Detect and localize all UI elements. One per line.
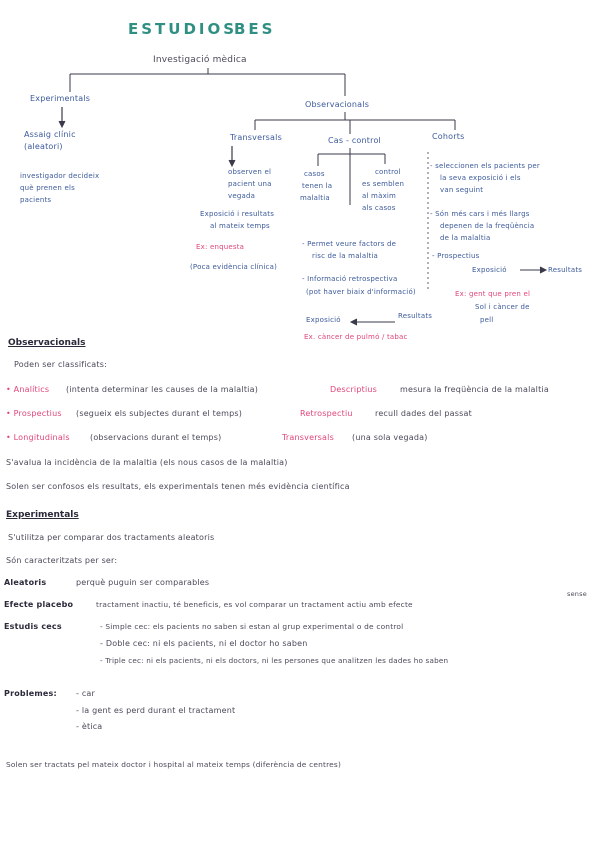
exp-line: - Doble cec: ni els pacients, ni el doctor ho saben	[100, 639, 308, 648]
coh-resultats: Resultats	[548, 266, 583, 274]
trans-note: observen el	[228, 168, 272, 176]
exp-line-sense: sense	[567, 590, 587, 598]
obs-term: • Longitudinals	[6, 433, 70, 442]
cas-casos: casos	[304, 170, 325, 178]
exp-note: investigador decideix	[20, 172, 100, 180]
obs-line: (observacions durant el temps)	[90, 433, 222, 442]
cas-casos: malaltia	[300, 194, 330, 202]
cas-casos: tenen la	[302, 182, 333, 190]
obs-line: (segueix els subjectes durant el temps)	[76, 409, 243, 418]
coh-note: - seleccionen els pacients per	[430, 162, 540, 170]
trans-evidence: (Poca evidència clínica)	[190, 263, 278, 271]
problemes-item: - ètica	[76, 722, 103, 731]
coh-example: Sol i càncer de	[475, 303, 530, 311]
coh-example: Ex: gent que pren el	[455, 290, 531, 298]
problemes-item: - la gent es perd durant el tractament	[76, 706, 236, 715]
coh-exposicio: Exposició	[472, 266, 507, 274]
obs-term: • Prospectius	[6, 409, 62, 418]
coh-note: la seva exposició i els	[440, 174, 521, 182]
coh-note: - Prospectius	[432, 252, 480, 260]
exp-term: Estudis cecs	[4, 622, 62, 631]
diagram-root: Investigació mèdica	[153, 55, 247, 65]
cas-exposicio: Exposició	[306, 316, 341, 324]
obs-line: (intenta determinar les causes de la malaltia)	[66, 385, 259, 394]
exp-line: Són caracteritzats per ser:	[6, 556, 118, 565]
cas-control: als casos	[362, 204, 396, 212]
cas-note: - Informació retrospectiva	[302, 275, 398, 283]
exp-note: pacients	[20, 196, 52, 204]
exp-term: Efecte placebo	[4, 600, 74, 609]
coh-example: pell	[480, 316, 494, 324]
trans-note: al mateix temps	[210, 222, 270, 230]
coh-note: - Són més cars i més llargs	[430, 210, 530, 218]
problemes-heading: Problemes:	[4, 689, 57, 698]
coh-note: depenen de la freqüència	[440, 222, 535, 230]
exp-line: - Simple cec: els pacients no saben si estan al grup experimental o de control	[100, 622, 404, 631]
obs-line: Poden ser classificats:	[14, 360, 107, 369]
obs-cohorts: Cohorts	[432, 132, 465, 141]
obs-term: Retrospectiu	[300, 409, 353, 418]
cas-note: (pot haver biaix d'informació)	[306, 288, 416, 296]
coh-note: de la malaltia	[440, 234, 491, 242]
branch-observacionals: Observacionals	[305, 100, 370, 109]
trans-note: vegada	[228, 192, 256, 200]
exp-term: Aleatoris	[4, 578, 47, 587]
section-heading-observacionals: Observacionals	[8, 338, 86, 348]
final-line: Solen ser tractats pel mateix doctor i hospital al mateix temps (diferència de centres)	[6, 760, 342, 769]
obs-line: recull dades del passat	[375, 409, 472, 418]
cas-note: risc de la malaltia	[312, 252, 379, 260]
obs-line: mesura la freqüència de la malaltia	[400, 385, 549, 394]
assaig-clinic: Assaig clínic	[24, 130, 76, 139]
cas-note: - Permet veure factors de	[302, 240, 397, 248]
obs-line: S'avalua la incidència de la malaltia (els nous casos de la malaltia)	[6, 458, 288, 467]
obs-line: (una sola vegada)	[352, 433, 428, 442]
problemes-item: - car	[76, 689, 96, 698]
cas-control: control	[375, 168, 401, 176]
branch-experimentals: Experimentals	[30, 94, 91, 103]
assaig-clinic-sub: (aleatori)	[24, 142, 63, 151]
exp-line: - Triple cec: ni els pacients, ni els doctors, ni les persones que analitzen les dades ho saben	[100, 656, 449, 665]
cas-control: al màxim	[362, 192, 397, 200]
cas-resultats: Resultats	[398, 312, 433, 320]
trans-example: Ex: enquesta	[196, 243, 245, 251]
page-title-suffix: BES	[234, 20, 276, 38]
cas-control: es semblen	[362, 180, 405, 188]
cas-example: Ex. càncer de pulmó / tabac	[304, 333, 408, 341]
exp-note: què prenen els	[20, 184, 75, 192]
section-heading-experimentals: Experimentals	[6, 510, 79, 520]
obs-term: • Analítics	[6, 385, 50, 394]
trans-note: Exposició i resultats	[200, 210, 275, 218]
obs-line: Solen ser confosos els resultats, els experimentals tenen més evidència científica	[6, 482, 350, 491]
coh-note: van seguint	[440, 186, 484, 194]
trans-note: pacient una	[228, 180, 272, 188]
obs-cas-control: Cas - control	[328, 136, 381, 145]
exp-line: tractament inactiu, té beneficis, es vol comparar un tractament actiu amb efecte	[96, 600, 413, 609]
obs-term: Transversals	[282, 433, 334, 442]
obs-transversals: Transversals	[230, 133, 282, 142]
obs-term: Descriptius	[330, 385, 378, 394]
exp-line: S'utilitza per comparar dos tractaments aleatoris	[8, 533, 215, 542]
exp-line: perquè puguin ser comparables	[76, 578, 210, 587]
page-title: ESTUDIOS	[128, 20, 238, 38]
